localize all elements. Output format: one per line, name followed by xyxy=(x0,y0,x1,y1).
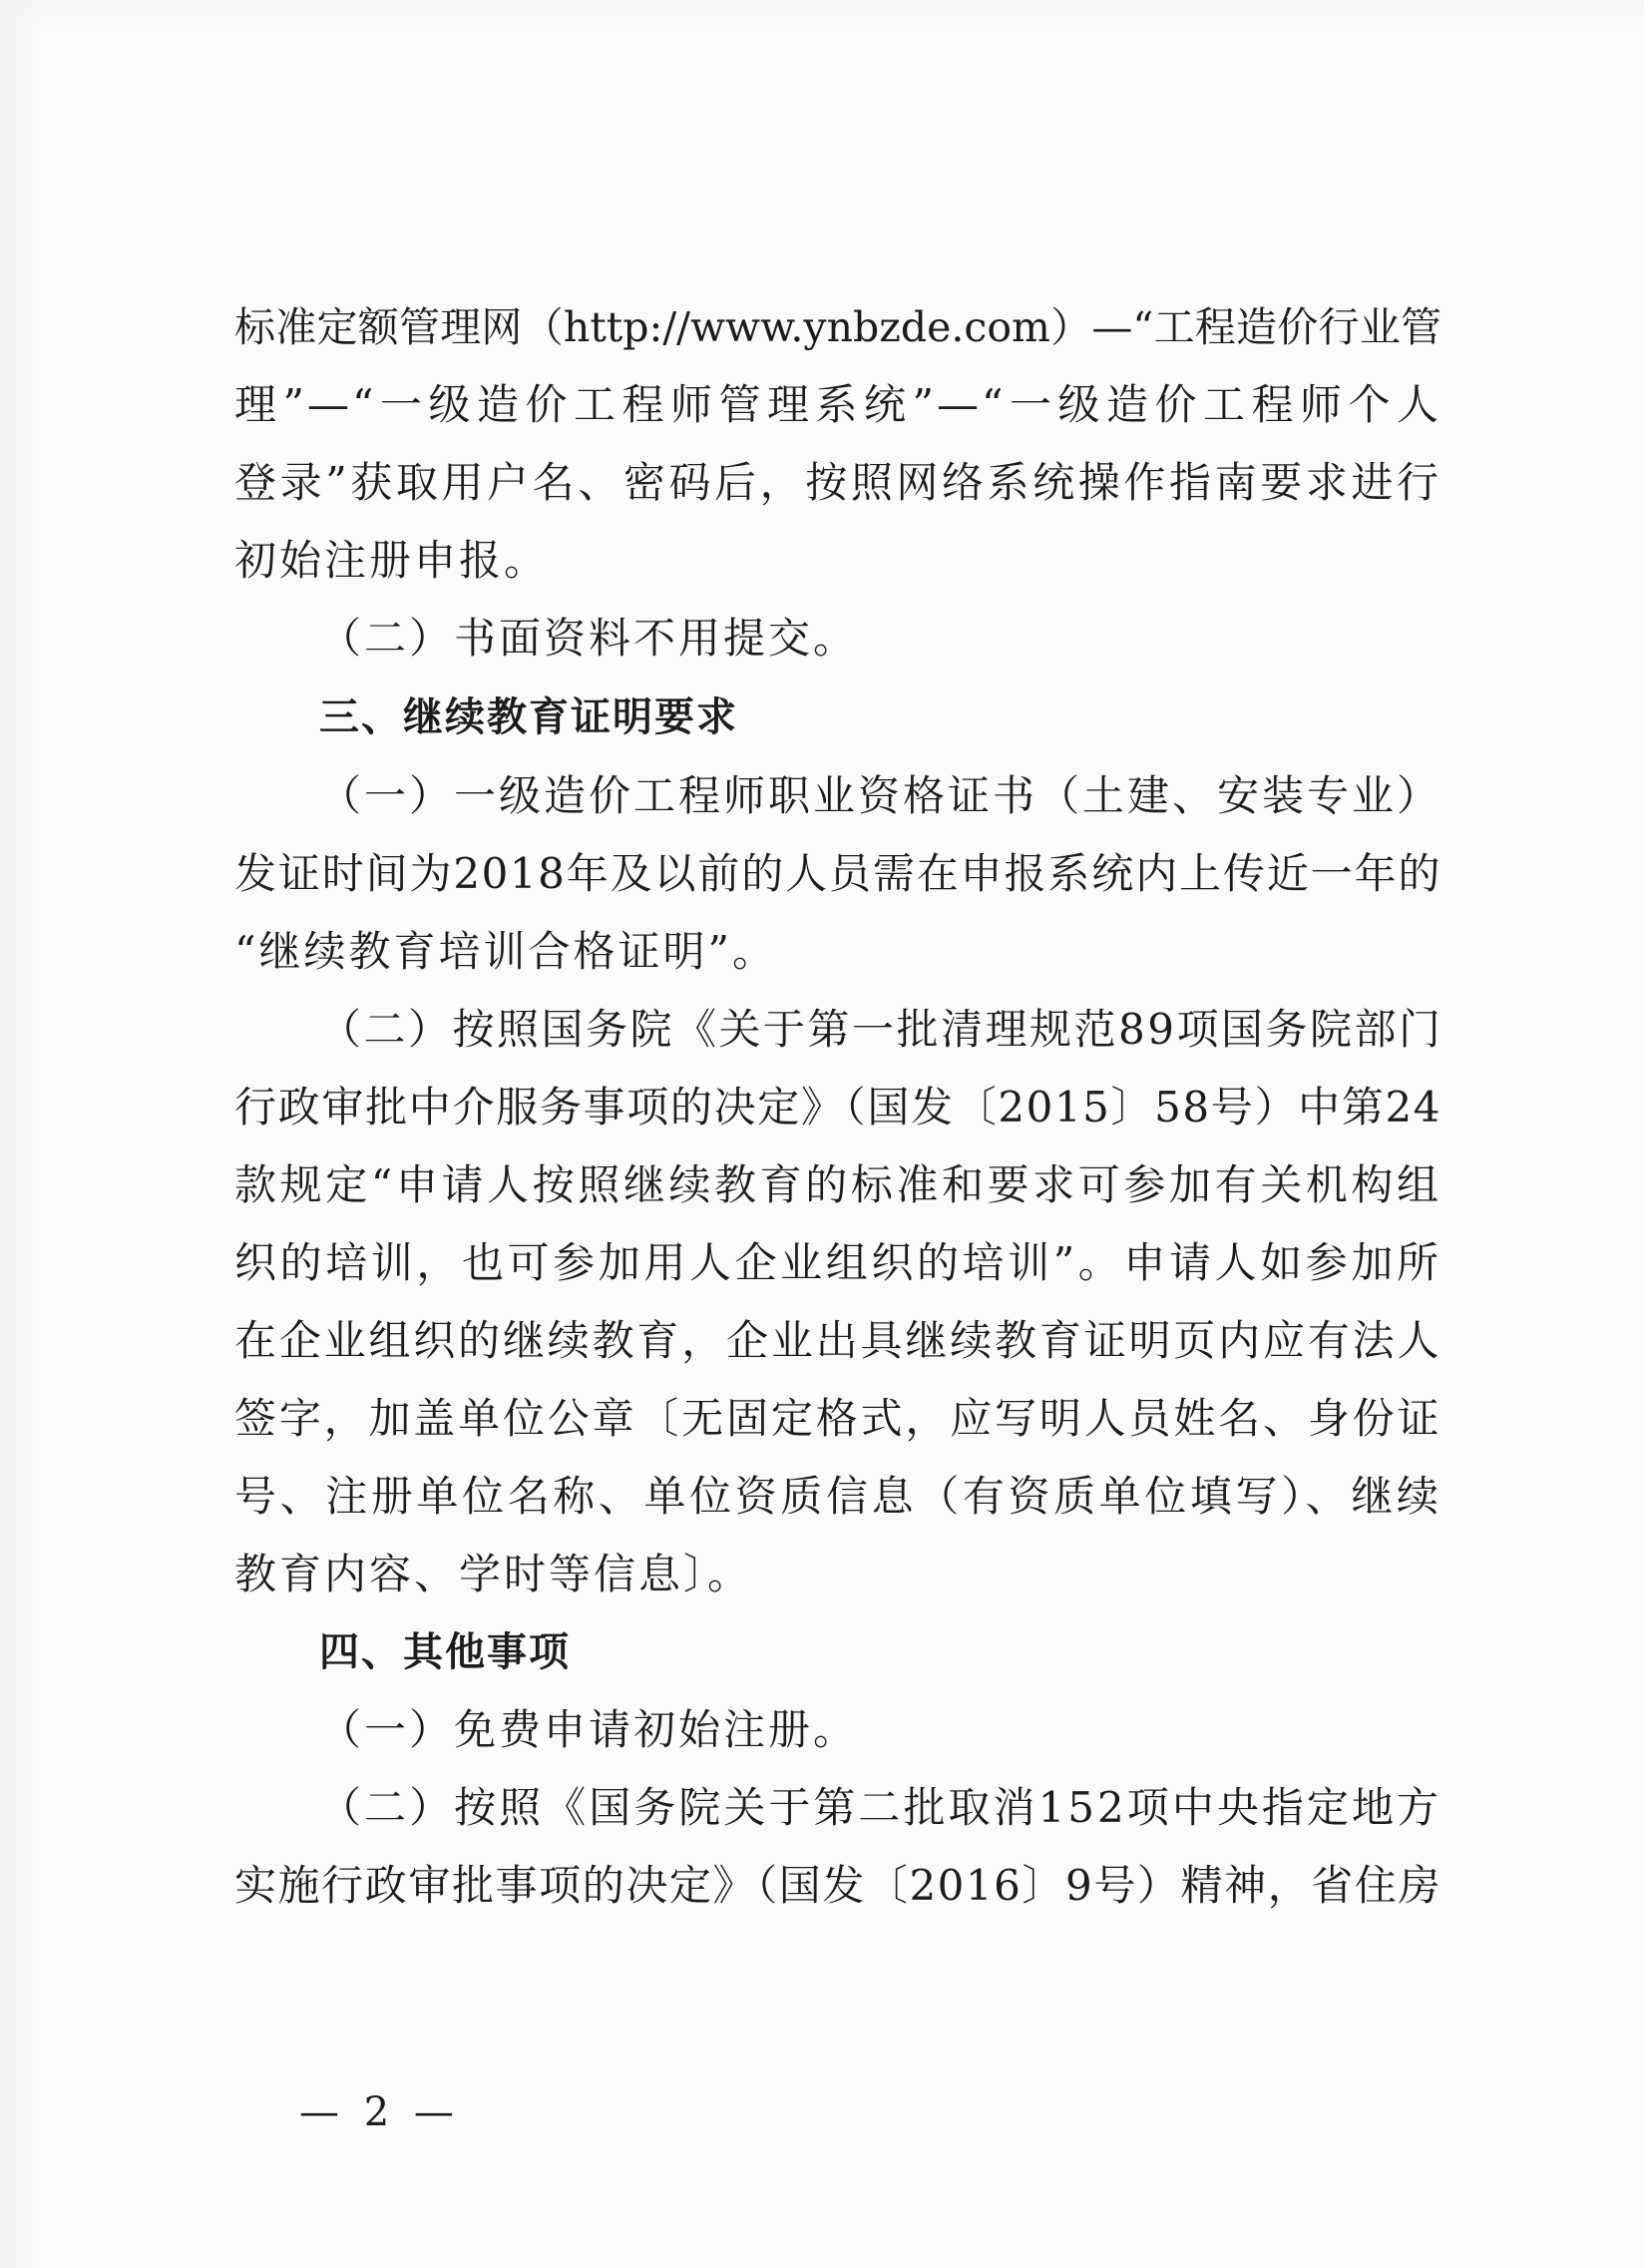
text-line-8: 发证时间为2018年及以前的人员需在申报系统内上传近一年的 xyxy=(234,849,1441,898)
text-line-7: （一）一级造价工程师职业资格证书（土建、安装专业） xyxy=(319,771,1442,820)
text-line-1: 标准定额管理网（http://www.ynbzde.com）—“工程造价行业管 xyxy=(234,303,1441,351)
section-heading-continuing-education: 三、继续教育证明要求 xyxy=(319,694,738,740)
text-line-3: 登录”获取用户名、密码后，按照网络系统操作指南要求进行 xyxy=(234,458,1441,507)
text-line-10: （二）按照国务院《关于第一批清理规范89项国务院部门 xyxy=(319,1005,1443,1054)
text-line-15: 签字，加盖单位公章〔无固定格式，应写明人员姓名、身份证 xyxy=(234,1394,1441,1443)
page-number: — 2 — xyxy=(299,2089,460,2135)
text-line-12: 款规定“申请人按照继续教育的标准和要求可参加有关机构组 xyxy=(234,1160,1441,1209)
text-line-11: 行政审批中介服务事项的决定》（国发〔2015〕58号）中第24 xyxy=(234,1083,1441,1132)
text-line-2: 理”—“一级造价工程师管理系统”—“一级造价工程师个人 xyxy=(234,380,1441,429)
text-line-13: 织的培训，也可参加用人企业组织的培训”。申请人如参加所 xyxy=(234,1238,1441,1287)
text-line-21: 实施行政审批事项的决定》（国发〔2016〕9号）精神，省住房 xyxy=(234,1861,1441,1910)
text-line-9: “继续教育培训合格证明”。 xyxy=(234,927,777,976)
text-line-14: 在企业组织的继续教育，企业出具继续教育证明页内应有法人 xyxy=(234,1316,1441,1365)
text-line-17: 教育内容、学时等信息〕。 xyxy=(234,1550,753,1598)
paragraph-free-registration: （一）免费申请初始注册。 xyxy=(319,1705,859,1754)
section-heading-other-matters: 四、其他事项 xyxy=(319,1629,571,1675)
text-line-4: 初始注册申报。 xyxy=(234,536,550,585)
paragraph-written-materials: （二）书面资料不用提交。 xyxy=(319,614,859,663)
text-line-16: 号、注册单位名称、单位资质信息（有资质单位填写）、继续 xyxy=(234,1472,1441,1521)
text-line-20: （二）按照《国务院关于第二批取消152项中央指定地方 xyxy=(319,1783,1441,1832)
